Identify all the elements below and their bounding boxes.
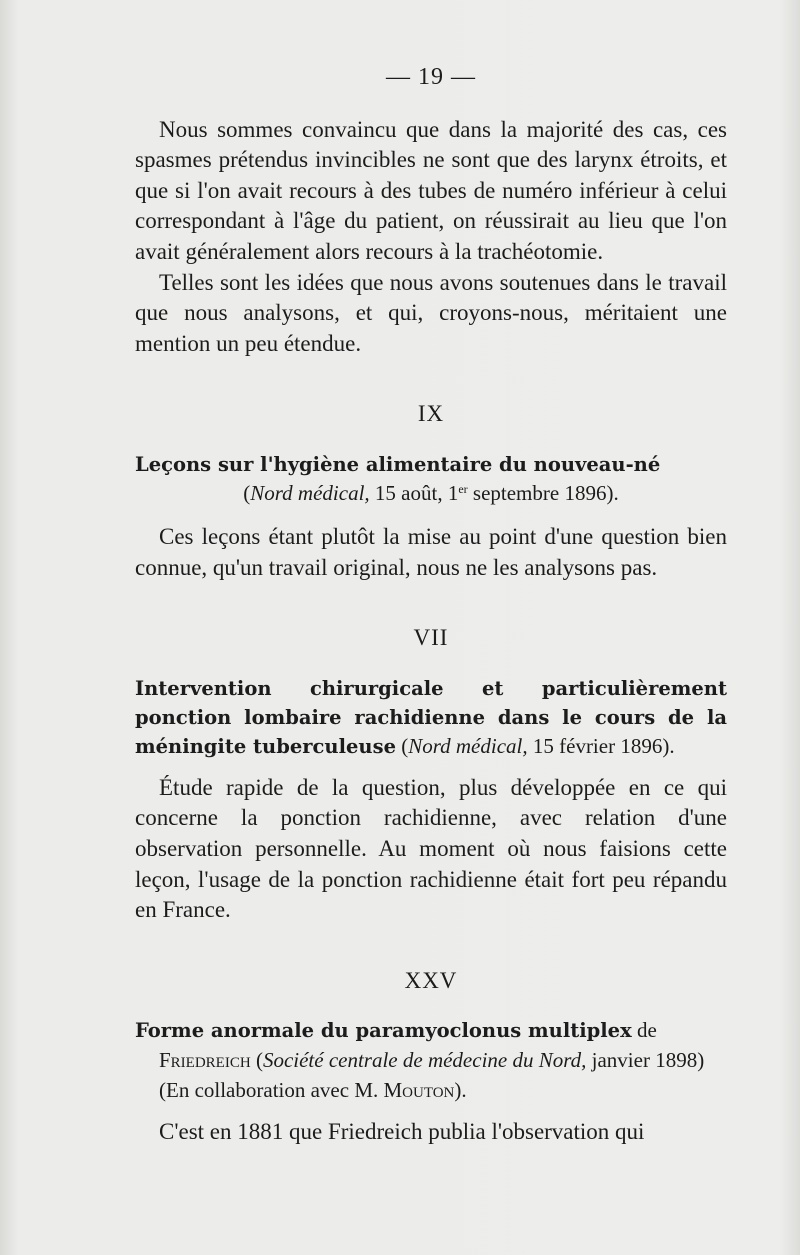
paragraph-lecons: Ces leçons étant plutôt la mise au point d'une question bien connue, qu'un travail original, nous ne les analysons pas. (135, 523, 727, 580)
paragraph-friedreich: C'est en 1881 que Friedreich publia l'observation qui (159, 1119, 645, 1145)
journal-name: Société centrale de médecine du Nord, (262, 1048, 587, 1073)
collaboration-note: (En collaboration avec M. Mouton). (159, 1078, 467, 1103)
page-text (135, 62, 727, 1148)
section-numeral-xxv: XXV (404, 967, 458, 993)
reference-paramyoclonus: Friedreich (Société centrale de médecine du Nord, janvier 1898) (159, 1048, 705, 1073)
page-number: — 19 — (386, 64, 476, 90)
section-numeral-ix: IX (417, 401, 445, 427)
paragraph-spasmes: Nous sommes convaincu que dans la majorité des cas, ces spasmes prétendus invincibles ne sont que des larynx étroits, et que si l'on avait recours à des tubes de numéro inférieur à celui correspondant à l'âge du patient, on réussirait au lieu que l'on avait généralement alors recours à la trachéotomie. (135, 116, 727, 264)
section-title-intervention: Intervention chirurgicale et particulièrement ponction lombaire rachidienne dans le cours de la méningite tuberculeuse (Nord médical, 15 février 1896). (135, 676, 727, 758)
author-name: Friedreich (159, 1048, 251, 1073)
reference-hygiene: (Nord médical, 15 août, 1er septembre 1896). (243, 480, 619, 505)
section-title-paramyoclonus: Forme anormale du paramyoclonus multiplex de (135, 1018, 657, 1043)
paragraph-etude: Étude rapide de la question, plus développée en ce qui concerne la ponction rachidienne, avec relation d'une observation personnelle. Au moment où nous faisions cette leçon, l'usage de la ponction rachidienne était fort peu répandu en France. (135, 774, 727, 923)
paragraph-idees: Telles sont les idées que nous avons soutenues dans le travail que nous analysons, et qui, croyons-nous, méritaient une mention un peu étendue. (135, 269, 727, 356)
journal-name: Nord médical, (408, 733, 528, 758)
title-text: Leçons sur l'hygiène alimentaire du nouveau-né (135, 452, 661, 476)
journal-name: Nord médical, (250, 480, 370, 505)
section-title-hygiene (135, 450, 727, 479)
section-numeral-vii: VII (413, 625, 449, 651)
